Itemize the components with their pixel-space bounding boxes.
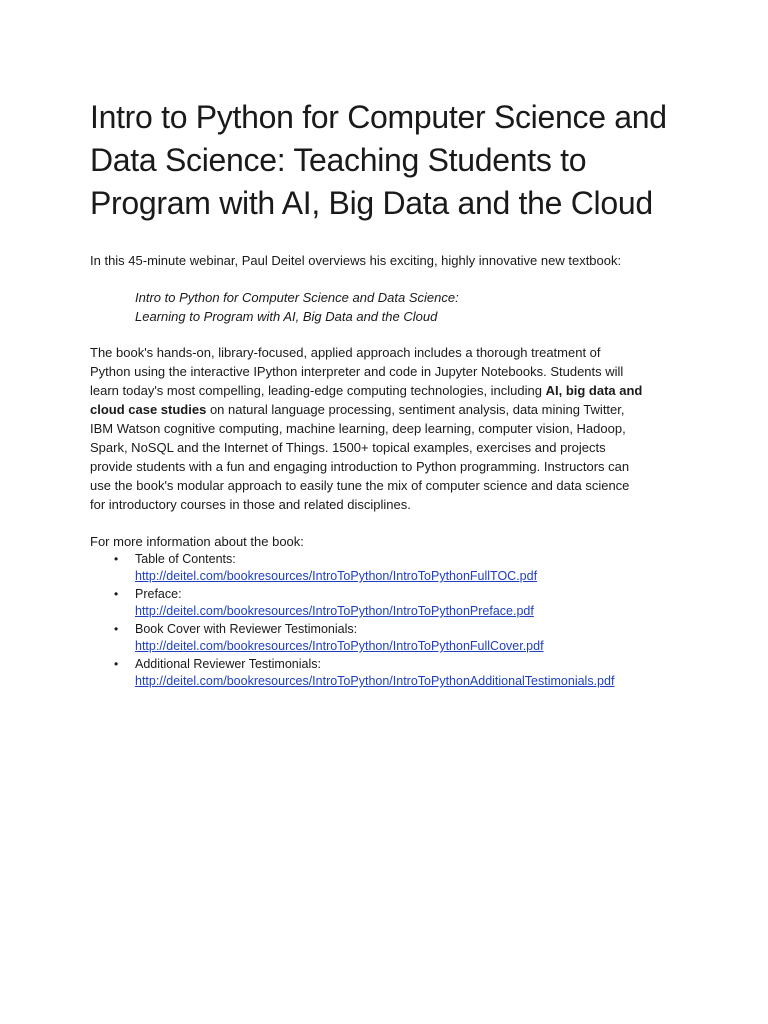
paragraph-line: use the book's modular approach to easily tune the mix of computer science and data science	[90, 478, 630, 493]
testimonials-link[interactable]: http://deitel.com/bookresources/IntroToPython/IntroToPythonAdditionalTestimonials.pdf	[135, 674, 615, 688]
link-label: Preface:	[135, 587, 182, 601]
list-item	[90, 621, 710, 655]
paragraph-line: Spark, NoSQL and the Internet of Things. 1500+ topical examples, exercises and projects	[90, 440, 606, 455]
paragraph-line: for introductory courses in those and related disciplines.	[90, 497, 411, 512]
bullet-icon: •	[114, 657, 119, 671]
title-line: Intro to Python for Computer Science and	[90, 99, 667, 135]
paragraph-text: on natural language processing, sentiment analysis, data mining Twitter,	[206, 402, 625, 417]
paragraph-text: learn today's most compelling, leading-edge computing technologies, including	[90, 383, 546, 398]
more-info-heading: For more information about the book:	[90, 534, 304, 549]
document-page	[90, 96, 710, 691]
paragraph-line	[90, 381, 710, 400]
intro-text: In this 45-minute webinar, Paul Deitel overviews his exciting, highly innovative new textbook:	[90, 253, 622, 268]
book-title	[135, 288, 710, 326]
description-paragraph	[90, 343, 710, 514]
list-item	[90, 586, 710, 620]
title-line: Program with AI, Big Data and the Cloud	[90, 185, 653, 221]
paragraph-line: Python using the interactive IPython interpreter and code in Jupyter Notebooks. Students will	[90, 364, 624, 379]
list-item	[90, 656, 710, 690]
paragraph-line: provide students with a fun and engaging introduction to Python programming. Instructors can	[90, 459, 630, 474]
document-title	[90, 96, 710, 225]
preface-link[interactable]: http://deitel.com/bookresources/IntroToPython/IntroToPythonPreface.pdf	[135, 604, 534, 618]
bold-highlight: cloud case studies	[90, 402, 207, 417]
link-label: Table of Contents:	[135, 552, 236, 566]
book-title-line: Intro to Python for Computer Science and Data Science:	[135, 290, 459, 305]
paragraph-line	[90, 400, 710, 419]
list-item	[90, 551, 710, 585]
bullet-icon: •	[114, 587, 119, 601]
paragraph-line: The book's hands-on, library-focused, applied approach includes a thorough treatment of	[90, 345, 601, 360]
link-label: Additional Reviewer Testimonials:	[135, 657, 321, 671]
paragraph-line: IBM Watson cognitive computing, machine learning, deep learning, computer vision, Hadoop,	[90, 421, 626, 436]
bullet-icon: •	[114, 622, 119, 636]
bold-highlight: AI, big data and	[545, 383, 643, 398]
bullet-icon: •	[114, 552, 119, 566]
book-cover-link[interactable]: http://deitel.com/bookresources/IntroToPython/IntroToPythonFullCover.pdf	[135, 639, 544, 653]
resource-link-list	[90, 551, 710, 690]
link-label: Book Cover with Reviewer Testimonials:	[135, 622, 358, 636]
title-line: Data Science: Teaching Students to	[90, 142, 587, 178]
toc-link[interactable]: http://deitel.com/bookresources/IntroToPython/IntroToPythonFullTOC.pdf	[135, 569, 538, 583]
book-title-line: Learning to Program with AI, Big Data and the Cloud	[135, 309, 438, 324]
